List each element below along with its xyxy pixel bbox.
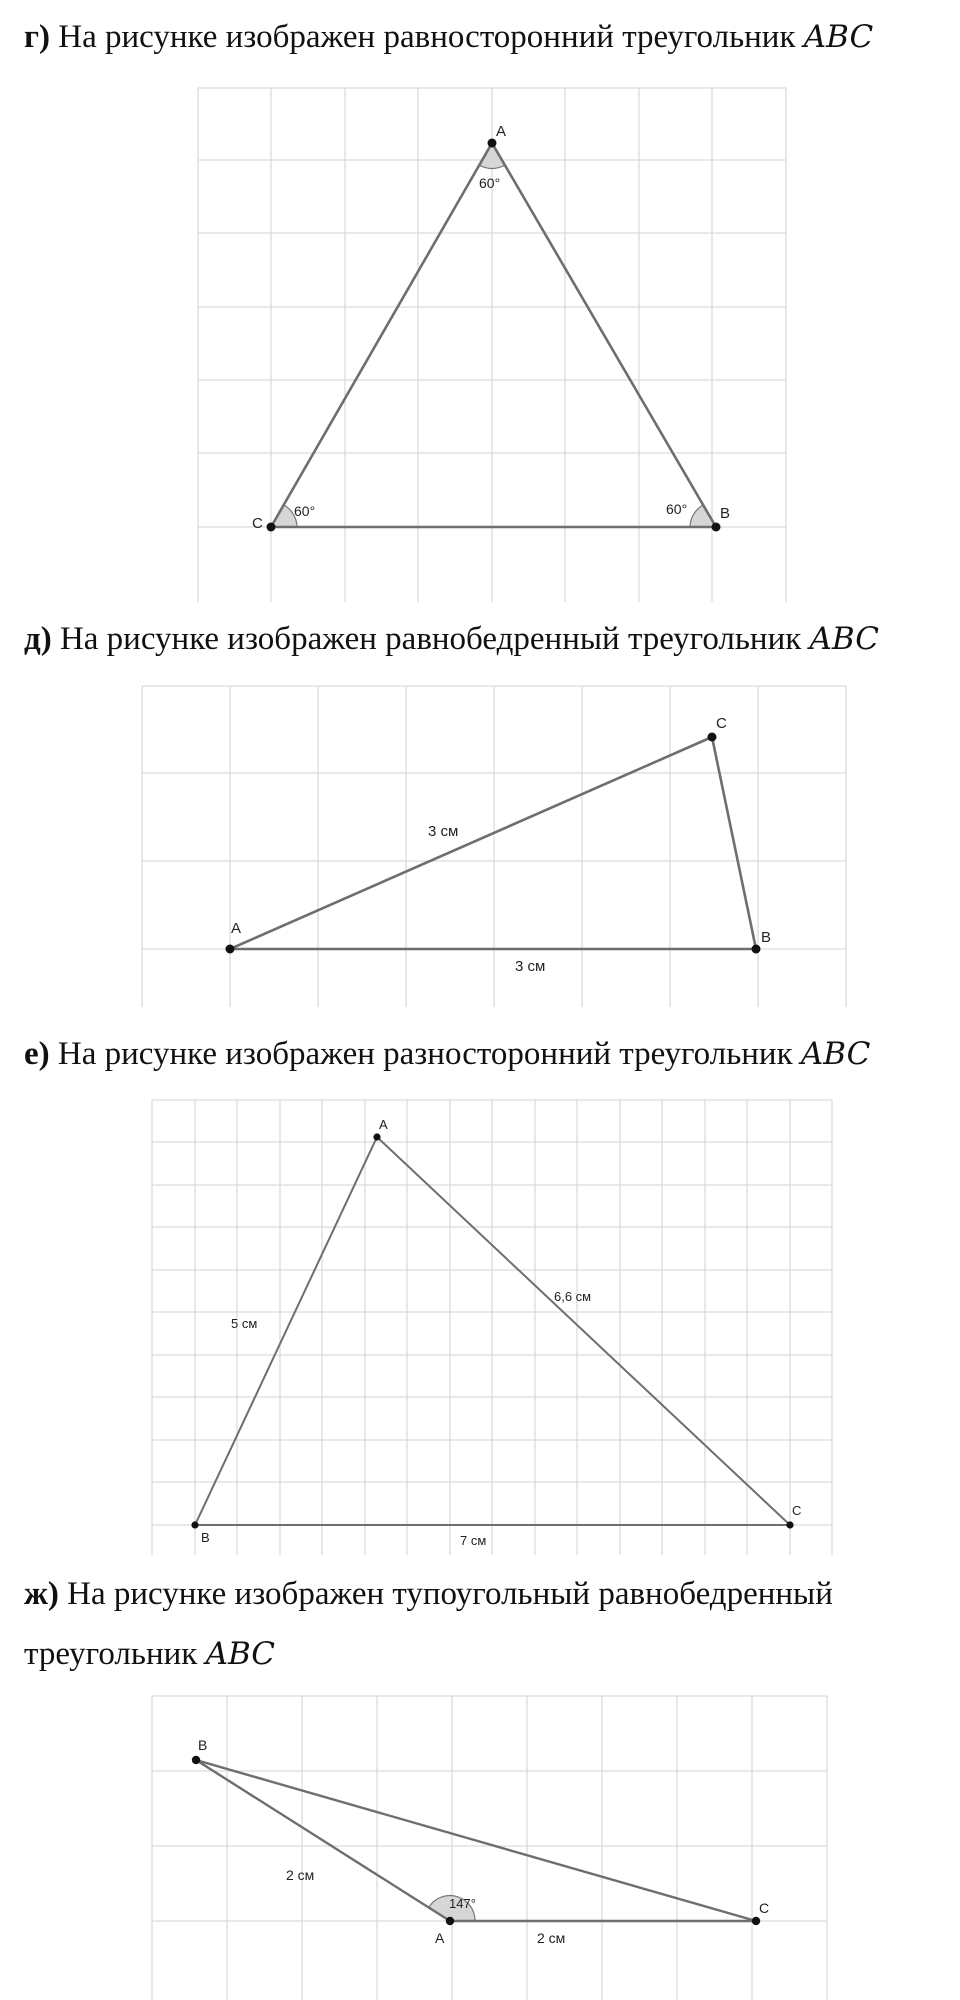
vertex-label-b: B [720, 505, 731, 522]
section-letter: е) [24, 1036, 50, 1072]
side-label-ac: 2 см [537, 1930, 566, 1946]
vertex-label-b: B [198, 1737, 208, 1753]
figure-d [142, 686, 846, 1007]
heading-text: На рисунке изображен тупоугольный равнобедренный [67, 1576, 833, 1612]
point-b [752, 945, 761, 954]
side-label-ab: 3 см [515, 958, 546, 975]
point-a [226, 945, 235, 954]
vertex-label-a: A [496, 123, 507, 140]
vertex-label-c: C [716, 715, 727, 732]
point-c [752, 1917, 760, 1925]
side-label-bc: 7 см [460, 1533, 487, 1548]
point-b [192, 1756, 200, 1764]
grid-zh [152, 1696, 827, 2000]
figure-g [198, 88, 786, 602]
point-c [786, 1521, 793, 1528]
vertex-label-c: C [759, 1900, 770, 1916]
point-b [191, 1521, 198, 1528]
vertex-label-c: C [252, 515, 263, 532]
figure-zh [152, 1696, 827, 2000]
math-abc: ABC [800, 1036, 871, 1072]
vertex-label-b: B [201, 1530, 210, 1545]
vertex-label-c: C [792, 1503, 802, 1518]
point-a [373, 1133, 380, 1140]
heading-text: треугольник [24, 1636, 206, 1672]
section-letter: д) [24, 621, 52, 657]
section-letter: ж) [24, 1576, 59, 1612]
triangle-zh [196, 1760, 756, 1921]
vertex-label-a: A [435, 1930, 445, 1946]
triangle-d [230, 737, 756, 949]
angle-label-a: 60° [479, 175, 501, 191]
angle-label-b: 60° [666, 501, 688, 517]
section-letter: г) [24, 19, 50, 55]
heading-text: На рисунке изображен равнобедренный треугольник [59, 621, 810, 657]
angle-label-c: 60° [294, 503, 316, 519]
vertex-label-a: A [231, 920, 242, 937]
side-label-ac: 3 см [428, 823, 459, 840]
vertex-label-b: B [761, 929, 772, 946]
figure-e [152, 1100, 832, 1555]
side-label-ab: 5 см [231, 1316, 258, 1331]
point-c [267, 523, 276, 532]
math-abc: ABC [205, 1636, 276, 1672]
grid-d [142, 686, 846, 1007]
side-label-ac: 6,6 см [554, 1289, 592, 1304]
point-a [446, 1917, 454, 1925]
angle-label-a: 147° [449, 1896, 476, 1911]
math-abc: ABC [809, 621, 879, 657]
point-b [712, 523, 721, 532]
side-label-ab: 2 см [286, 1867, 315, 1883]
math-abc: ABC [803, 19, 874, 55]
heading-text: На рисунке изображен равносторонний треугольник [58, 19, 804, 55]
heading-text: На рисунке изображен разносторонний треугольник [57, 1036, 801, 1072]
triangle-g [271, 143, 716, 527]
point-c [708, 733, 717, 742]
vertex-label-a: A [379, 1117, 388, 1132]
